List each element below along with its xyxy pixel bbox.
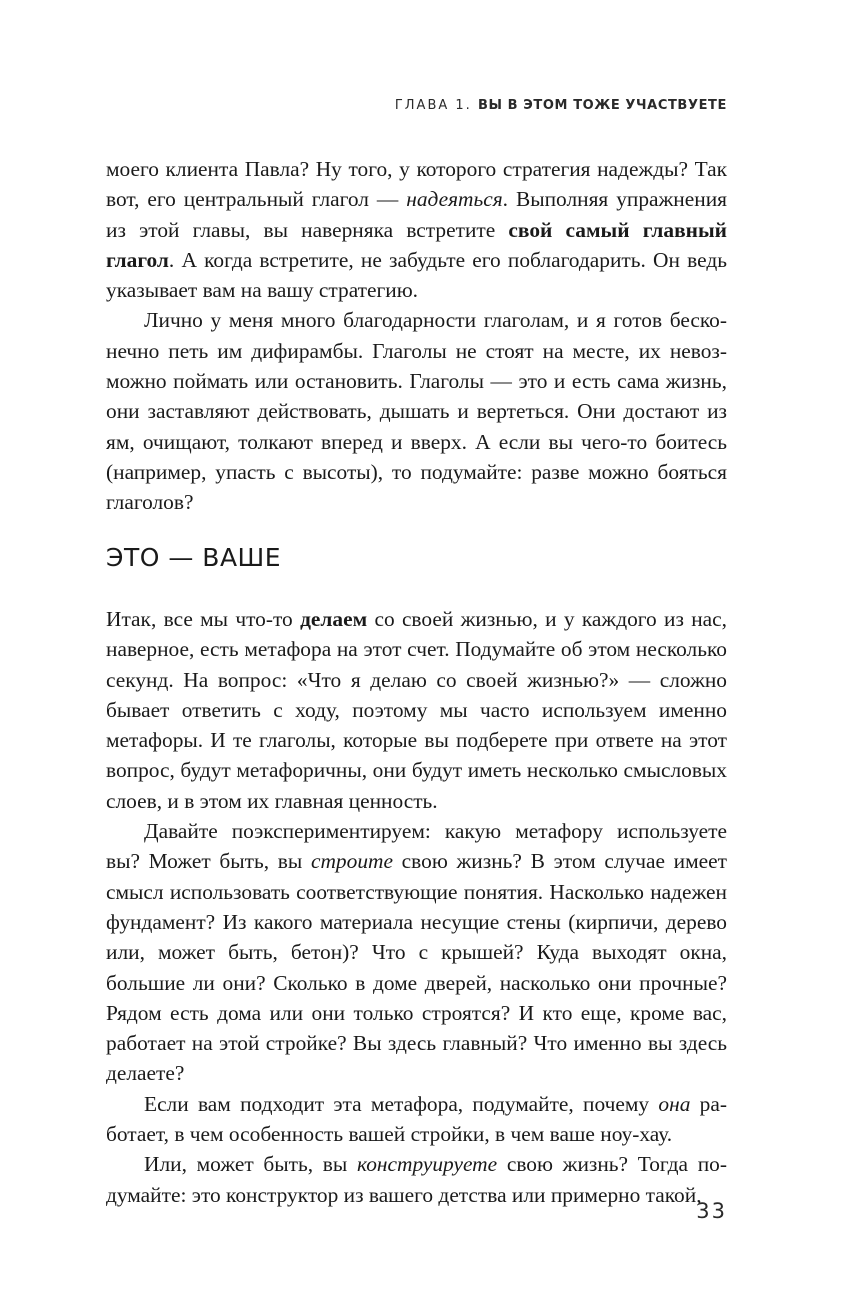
text-block-top xyxy=(106,154,727,518)
paragraph-why-it-works: Если вам подходит эта метафора, подумайте, почему она работает, в чем особенность вашей стройки, в чем ваше ноу-хау. xyxy=(106,1091,727,1147)
section-heading: ЭТО — ВАШЕ xyxy=(106,543,282,572)
chapter-title: ВЫ В ЭТОМ ТОЖЕ УЧАСТВУЕТЕ xyxy=(477,98,727,113)
paragraph-metaphor-intro: Итак, все мы что-то делаем со своей жизнью, и у каждого из нас, наверное, есть метафора на этот счет. Подумайте об этом несколько секунд. На вопрос: «Что я делаю со своей жизнью?» — сложно бывает ответить с ходу, поэтому мы часто используем именно метафоры. И те глаголы, которые вы подберете при ответе на этот вопрос, будут метафоричны, они будут иметь несколько смысловых слоев, и в этом их главная ценность. xyxy=(106,607,728,813)
emphasis-hope: надеяться xyxy=(406,187,503,212)
emphasis-construct: конструируете xyxy=(357,1152,498,1177)
paragraph-continuation: моего клиента Павла? Ну того, у которого стратегия надежды? Так вот, его центральный глагол — надеяться. Выполняя упражнения из этой главы, вы наверняка встретите свой самый главный глагол. А когда встретите, не забудьте его поблагодарить. Он ведь указывает вам на вашу стратегию. xyxy=(106,157,727,303)
running-header xyxy=(395,98,727,113)
paragraph-gratitude-verbs: Лично у меня много благодарности глаголам, и я готов бесконечно петь им дифирамбы. Глаголы не стоят на месте, их невозможно поймать или остановить. Глаголы — это и есть сама жизнь, они заставляют действовать, дышать и вертеться. Они достают из ям, очищают, толкают вперед и вверх. А если вы чего-то боитесь (например, упасть с высоты), то подумайте: разве можно бояться глаголов? xyxy=(106,308,727,515)
emphasis-doing: делаем xyxy=(300,607,368,631)
paragraph-constructing: Или, может быть, вы конструируете свою жизнь? Тогда подумайте: это конструктор из вашего детства или примерно такой, xyxy=(106,1152,727,1207)
emphasis-main-verb: свой самый главный глагол xyxy=(106,217,727,272)
text-block-bottom xyxy=(106,604,727,1210)
page-number: 33 xyxy=(696,1199,727,1223)
paragraph-building-metaphor: Давайте поэкспериментируем: какую метафору используете вы? Может быть, вы строите свою жизнь? В этом случае имеет смысл использовать соответствующие понятия. Насколько надежен фундамент? Из какого материала несущие стены (кирпичи, дерево или, может быть, бетон)? Что с крышей? Куда выходят окна, большие ли они? Сколько в доме дверей, насколько они прочные? Рядом есть дома или они только строятся? И кто еще, кроме вас, работает на этой стройке? Вы здесь главный? Что именно вы здесь делаете? xyxy=(106,819,727,1086)
chapter-label: ГЛАВА 1. xyxy=(394,98,472,113)
emphasis-build: строите xyxy=(310,849,393,874)
emphasis-it: она xyxy=(658,1091,691,1116)
